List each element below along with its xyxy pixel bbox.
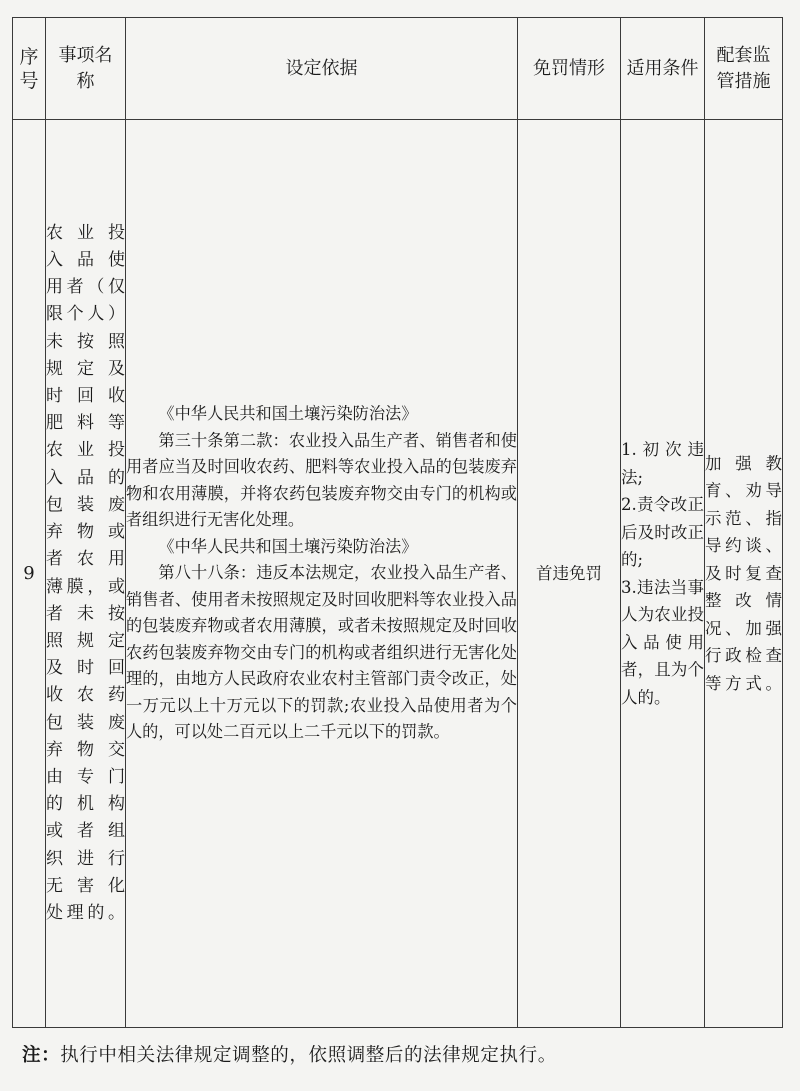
item-name-line: 者农用 xyxy=(46,549,125,570)
row-exempt-case: 首违免罚 xyxy=(518,120,621,1028)
item-name-line: 弃物或 xyxy=(46,522,125,543)
header-conditions: 适用条件 xyxy=(621,18,705,120)
item-name-line: 照规定 xyxy=(46,630,125,651)
condition-3: 3.违法当事人为农业投入品使用者，且为个人的。 xyxy=(621,577,704,707)
row-measures: 加强教育、劝导示范、指导约谈、及时复查整改情况、加强行政检查等方式。 xyxy=(705,120,783,1028)
item-name-line: 入品使 xyxy=(46,250,125,271)
item-name-line: 处理的。 xyxy=(46,902,125,923)
item-name-line: 无害化 xyxy=(46,875,125,896)
item-name-line: 包装废 xyxy=(46,494,125,515)
item-name-line: 肥料等 xyxy=(46,413,125,434)
header-basis: 设定依据 xyxy=(126,18,518,120)
header-exempt-case: 免罚情形 xyxy=(518,18,621,120)
row-basis xyxy=(126,120,518,1028)
condition-2: 2.责令改正后及时改正的; xyxy=(621,495,704,569)
item-name-line: 收农药 xyxy=(46,685,125,706)
basis-article-30: 第三十条第二款：农业投入品生产者、销售者和使用者应当及时回收农药、肥料等农业投入品的包装废弃物和农用薄膜，并将农药包装废弃物交由专门的机构或者组织进行无害化处理。 xyxy=(126,430,517,530)
basis-law-title-2: 《中华人民共和国土壤污染防治法》 xyxy=(158,536,418,556)
footnote-label: 注： xyxy=(22,1045,61,1066)
header-seq: 序号 xyxy=(13,18,46,120)
basis-law-title-1: 《中华人民共和国土壤污染防治法》 xyxy=(158,404,418,424)
penalty-exemption-table xyxy=(12,17,783,1028)
header-measures: 配套监管措施 xyxy=(705,18,783,120)
item-name-line: 者未按 xyxy=(46,603,125,624)
item-name-line: 农业投 xyxy=(46,440,125,461)
item-name-line: 薄膜，或 xyxy=(46,576,125,597)
item-name-line: 的机构 xyxy=(46,794,125,815)
footnote-text: 执行中相关法律规定调整的，依照调整后的法律规定执行。 xyxy=(60,1045,557,1066)
row-item-name xyxy=(46,120,126,1028)
table-header-row xyxy=(13,18,783,120)
header-item-name: 事项名称 xyxy=(46,18,126,120)
condition-1: 1.初次违法; xyxy=(621,440,704,487)
item-name-line: 用者（仅 xyxy=(46,277,125,298)
item-name-line: 包装废 xyxy=(46,712,125,733)
table-row xyxy=(13,120,783,1028)
item-name-line: 织进行 xyxy=(46,848,125,869)
item-name-line: 及时回 xyxy=(46,658,125,679)
basis-article-88: 第八十八条：违反本法规定，农业投入品生产者、销售者、使用者未按照规定及时回收肥料等农业投入品的包装废弃物或者农用薄膜，或者未按照规定及时回收农药包装废弃物交由专门的机构或者组织进行无害化处理的，由地方人民政府农业农村主管部门责令改正，处一万元以上十万元以下的罚款;农业投入品使用者为个人的，可以处二百元以上二千元以下的罚款。 xyxy=(126,563,517,742)
item-name-line: 由专门 xyxy=(46,766,125,787)
item-name-line: 农业投 xyxy=(46,222,125,243)
item-name-line: 或者组 xyxy=(46,821,125,842)
item-name-line: 时回收 xyxy=(46,386,125,407)
item-name-line: 入品的 xyxy=(46,467,125,488)
item-name-line: 规定及 xyxy=(46,358,125,379)
item-name-line: 限个人） xyxy=(46,304,125,325)
item-name-line: 未按照 xyxy=(46,331,125,352)
row-seq: 9 xyxy=(13,120,46,1028)
item-name-line: 弃物交 xyxy=(46,739,125,760)
row-conditions xyxy=(621,120,705,1028)
footnote xyxy=(22,1041,557,1071)
